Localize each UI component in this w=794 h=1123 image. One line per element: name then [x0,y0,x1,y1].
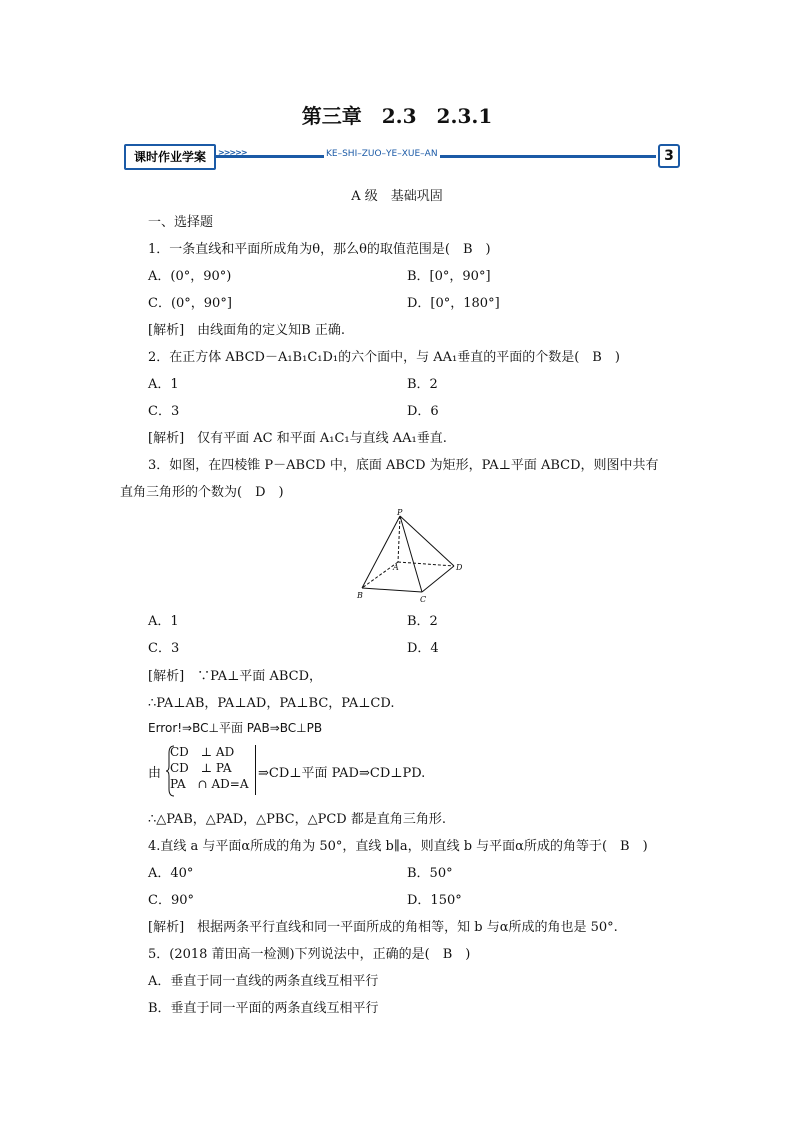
edge-pa [398,516,400,562]
vertex-label-b: B [357,591,363,600]
question-3-option-d: D．4 [407,641,439,656]
question-2-option-d: D．6 [407,404,439,419]
question-4-option-d: D．150° [407,893,462,908]
banner-number: 3 [658,144,680,168]
edge-pb [362,516,400,588]
brace-line-3: PA ∩ AD=A [170,777,249,791]
vertex-label-d: D [456,563,463,572]
edge-pc [400,516,422,592]
banner-label: 课时作业学案 [124,144,216,170]
question-3-stem-line-2: 直角三角形的个数为( D ) [120,485,284,500]
question-4-option-a: A．40° [148,866,194,881]
brace-line-1: CD ⊥ AD [170,745,235,759]
question-1-option-c: C．(0°，90°] [148,296,232,311]
question-3-analysis-4: ∴△PAB，△PAD，△PBC，△PCD 都是直角三角形. [148,812,446,827]
question-3-option-c: C．3 [148,641,180,656]
question-3-stem-line-1: 3．如图，在四棱锥 P－ABCD 中，底面 ABCD 为矩形，PA⊥平面 ABCD，则图中共有 [148,458,659,473]
question-3-analysis-2: ∴PA⊥AB，PA⊥AD，PA⊥BC，PA⊥CD. [148,696,395,711]
question-2-analysis: [解析] 仅有平面 AC 和平面 A₁C₁与直线 AA₁垂直. [148,431,447,446]
edge-pd [400,516,454,566]
question-5-stem: 5．(2018 莆田高一检测)下列说法中，正确的是( B ) [148,947,471,962]
question-1-option-d: D．[0°，180°] [407,296,500,311]
question-2-option-a: A．1 [148,377,179,392]
question-5-option-a: A．垂直于同一直线的两条直线互相平行 [148,974,379,989]
question-1-option-a: A．(0°，90°) [148,269,232,284]
page-title: 第三章 2.3 2.3.1 [301,104,493,128]
brace-prefix: 由 [148,766,162,781]
question-2-option-c: C．3 [148,404,180,419]
question-2-stem: 2．在正方体 ABCD－A₁B₁C₁D₁的六个面中，与 AA₁垂直的平面的个数是( B ) [148,350,620,365]
vertex-label-p: P [397,508,403,517]
vertex-label-a: A [393,563,399,572]
question-1-option-b: B．[0°，90°] [407,269,491,284]
question-2-option-b: B．2 [407,377,438,392]
banner-arrows: >>>>> [218,148,247,157]
brace-lines [170,744,249,792]
question-4-stem: 4.直线 a 与平面α所成的角为 50°，直线 b∥a，则直线 b 与平面α所成的角等于( B ) [148,839,648,854]
brace-line-2: CD ⊥ PA [170,761,232,775]
question-1-analysis: [解析] 由线面角的定义知B 正确. [148,323,345,338]
question-4-option-c: C．90° [148,893,194,908]
right-bar [252,745,256,795]
question-4-option-b: B．50° [407,866,453,881]
question-3-analysis-3: Error!⇒BC⊥平面 PAB⇒BC⊥PB [148,721,323,735]
section-banner [124,144,680,168]
question-1-stem: 1．一条直线和平面所成角为θ，那么θ的取值范围是( B ) [148,242,491,257]
question-3-option-b: B．2 [407,614,438,629]
edge-ad [398,562,454,566]
brace-suffix: ⇒CD⊥平面 PAD⇒CD⊥PD. [258,766,426,781]
vertex-label-c: C [420,595,427,604]
question-4-analysis: [解析] 根据两条平行直线和同一平面所成的角相等，知 b 与α所成的角也是 50°. [148,920,618,935]
question-5-option-b: B．垂直于同一平面的两条直线互相平行 [148,1001,379,1016]
question-3-option-a: A．1 [148,614,179,629]
section-heading: 一、选择题 [148,215,214,230]
edge-cd [422,566,454,592]
level-heading: A 级 基础巩固 [351,189,443,204]
edge-bc [362,588,422,592]
pyramid-figure [350,506,470,606]
banner-pinyin: KE–SHI–ZUO–YE–XUE–AN [326,149,438,159]
question-3-analysis-1: [解析] ∵PA⊥平面 ABCD， [148,669,322,684]
